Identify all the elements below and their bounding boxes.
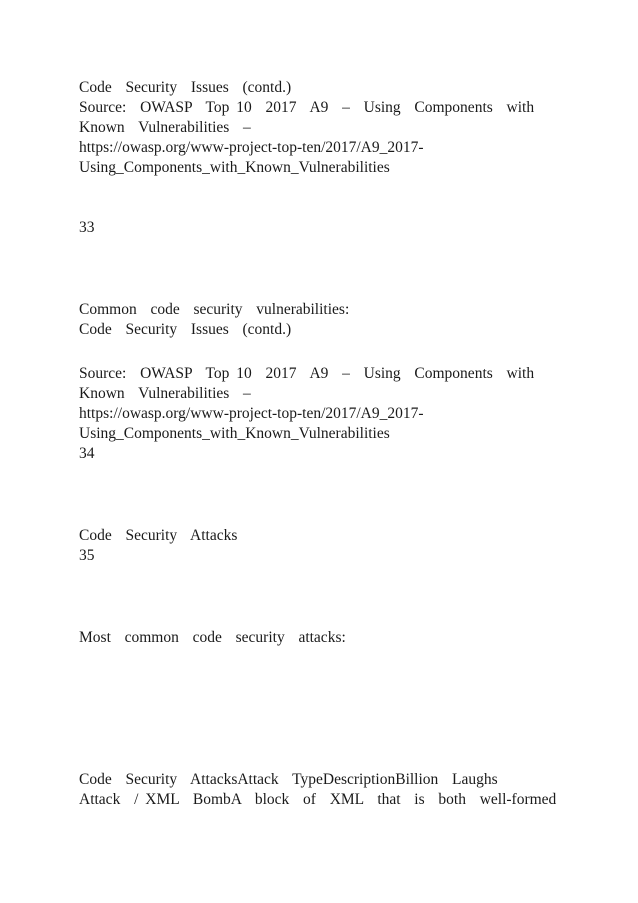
text-line-14: Attack / XML BombA block of XML that is both well-formed xyxy=(79,791,557,808)
text-line-13: Code Security AttacksAttack TypeDescriptionBillion Laughs xyxy=(79,771,498,788)
text-line-3: Known Vulnerabilities – xyxy=(79,119,251,136)
page-number-33: 33 xyxy=(79,219,95,236)
text-line-4: https://owasp.org/www-project-top-ten/2017/A9_2017- xyxy=(79,139,424,156)
text-line-12: Most common code security attacks: xyxy=(79,629,346,646)
page-number-34: 34 xyxy=(79,445,95,462)
text-line-9: Known Vulnerabilities – xyxy=(79,385,251,402)
page-number-35: 35 xyxy=(79,547,95,564)
text-line-8: Source: OWASP Top 10 2017 A9 – Using Components with xyxy=(79,365,535,382)
text-line-10: https://owasp.org/www-project-top-ten/2017/A9_2017- xyxy=(79,405,424,422)
section-heading: Code Security Attacks xyxy=(79,527,238,544)
text-line-7: Code Security Issues (contd.) xyxy=(79,321,292,338)
text-line-5: Using_Components_with_Known_Vulnerabilities xyxy=(79,159,390,176)
text-line-1: Code Security Issues (contd.) xyxy=(79,79,292,96)
text-line-6: Common code security vulnerabilities: xyxy=(79,301,350,318)
text-line-11: Using_Components_with_Known_Vulnerabilities xyxy=(79,425,390,442)
text-line-2: Source: OWASP Top 10 2017 A9 – Using Components with xyxy=(79,99,535,116)
